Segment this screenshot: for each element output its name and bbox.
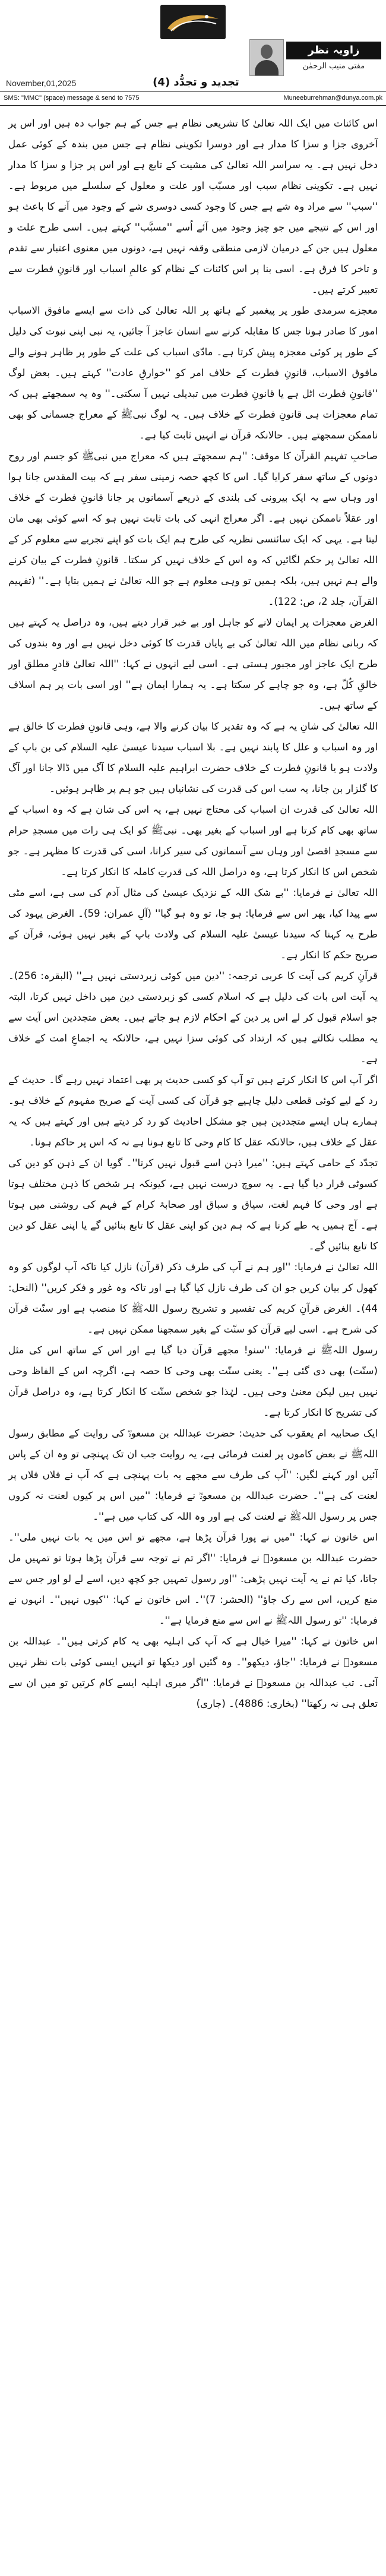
paragraph: ایک صحابیہ ام یعقوب کی حدیث: حضرت عبداللہ بن مسعودؓ کی روایت کے مطابق رسول اللہﷺ نے بعض کاموں پر لعنت فرمائی ہے، یہ روایت جب ان تک پہنچی تو وہ ان کے پاس آئیں اور کہنے لگیں: ''آپ کی طرف سے مجھے یہ بات پہنچی ہے کہ آپ نے فلاں فلاں پر لعنت کی ہے''۔ حضرت عبداللہ بن مسعودؓ نے فرمایا: ''میں اس پر کیوں لعنت نہ کروں جس پر رسول اللہﷺ نے لعنت کی ہے اور وہ اللہ کی کتاب میں ہے''۔ bbox=[8, 1428, 378, 1522]
paragraph: اللہ تعالیٰ کی قدرت ان اسباب کی محتاج نہیں ہے، یہ اس کی شان ہے کہ وہ اسباب کے ساتھ بھی کام کرتا ہے اور اسباب کے بغیر بھی۔ نبیﷺ کو ایک ہی رات میں مسجدِ حرام سے مسجدِ اقصیٰ اور وہاں سے آسمانوں کی سیر کرانا، اسی کی قدرت کا مظہر ہے۔ جو شخص اس کا انکار کرتا ہے، وہ دراصل اللہ کی قدرتِ کاملہ کا انکار کرتا ہے۔ bbox=[8, 804, 378, 877]
paragraph: صاحبِ تفہیم القرآن کا موقف: ''ہم سمجھتے ہیں کہ معراج میں نبیﷺ کو جسم اور روح دونوں کے ساتھ سفر کرایا گیا۔ اس کا کچھ حصہ زمینی سفر ہے کہ بیت المقدس جانا ہوا اور وہاں سے یہ ایک بیرونی کی بلندی کے ذریعے آسمانوں پر جانا قانونِ فطرت کے خلاف اور عقلاً ناممکن نہیں ہے۔ اگر معراج انہی کی بات ثابت نہیں ہو کہ اسے کوئی بھی مان لیتا ہے۔ یہی کہ ایک سائنسی نظریہ کی طرح ہم ایک بات کو اپنے تجربے سے معلوم کر کے اللہ تعالیٰ پر حکم لگائیں کہ وہ اس کے خلاف نہیں کر سکتا۔ قانونِ فطرت کے بیان کرنے والے ہم نہیں ہیں، بلکہ ہمیں تو وہی معلوم ہے جو اللہ تعالیٰ نے ہمیں بتایا ہے۔'' (تفہیم القرآن، جلد 2، ص: 122)۔ bbox=[8, 450, 378, 607]
paragraph: اس خاتون نے کہا: ''میرا خیال ہے کہ آپ کی اہلیہ بھی یہ کام کرتی ہیں''۔ عبداللہ بن مسعودؓ نے فرمایا: ''جاؤ، دیکھو''۔ وہ گئیں اور دیکھا تو انہیں ایسی کوئی بات نظر نہیں آئی۔ تب عبداللہ بن مسعودؓ نے فرمایا: ''اگر میری اہلیہ ایسے کام کرتیں تو میں ان سے تعلق ہی نہ رکھتا'' (بخاری: 4886)۔ (جاری) bbox=[8, 1636, 378, 1709]
article-headline: تجدید و تجدُّد (4) bbox=[153, 76, 239, 89]
author-name: مفتی منیب الرحمٰن bbox=[302, 62, 365, 71]
column-tag: زاویہ نظر bbox=[286, 42, 381, 59]
paragraph: اس کائنات میں ایک اللہ تعالیٰ کا تشریعی نظام ہے جس کے ہم جواب دہ ہیں اور اس پر آخروی جزا و سزا کا مدار ہے اور دوسرا تکوینی نظام ہے جس میں بندہ کے کوئی عمل دخل نہیں ہے۔ یہ سراسر اللہ تعالیٰ کی مشیت کے تابع ہے اور اس پر جزا و سزا کا مدار نہیں ہے۔ تکوینی نظام سبب اور مسبّب اور علت و معلول کے سلسلے میں مربوط ہے۔ ''سبب'' سے مراد وہ شے ہے جس کا وجود کسی دوسری شے کے وجود میں آنے کا باعث ہو اور اس کے نتیجے میں جو چیز وجود میں آئے اُسے ''مسبَّب'' کہتے ہیں۔ اسی طرح علت و معلول ہیں جن کے درمیان لازمی منطقی وقفہ نہیں ہے، دونوں میں معنوی اعتبار سے تقدم و تاخر کا فرق ہے۔ اسی بنا پر اس کائنات کے نظام کو عالمِ اسباب اور قانونِ فطرت سے تعبیر کرتے ہیں۔ bbox=[8, 118, 378, 295]
paragraph: اللہ تعالیٰ کی شانِ یہ ہے کہ وہ تقدیر کا بیان کرنے والا ہے، وہی قانونِ فطرت کا خالق ہے اور وہ اسباب و علل کا پابند نہیں ہے۔ بلا اسباب سیدنا عیسیٰ علیہ السلام کی بن باپ کے ولادت ہو یا قانونِ فطرت کے خلاف حضرت ابراہیم علیہ السلام کا آگ میں ڈالا جانا اور آگ کا گلزار بن جانا، یہ سب اس کی قدرت کی نشانیاں ہیں جو ہم پر ظاہر ہوئیں۔ bbox=[8, 721, 378, 794]
publish-date: November,01,2025 bbox=[6, 78, 77, 88]
paragraph: الغرض معجزات پر ایمان لانے کو جاہل اور بے خبر قرار دیتے ہیں، وہ دراصل یہ کہتے ہیں کہ ربانی نظام میں اللہ تعالیٰ کی بے پایاں قدرت کا کوئی دخل نہیں ہے اور وہ بندوں کی طرح ایک عاجز اور مجبور ہستی ہے۔ اسی لیے انہوں نے کہا: ''اللہ تعالیٰ قادرِ مطلق اور خالقِ کُلّ ہے، وہ جو چاہے کر سکتا ہے۔ یہ ہمارا ایمان ہے'' اور اسی بات پر ہم اسلاف کے ساتھ ہیں۔ bbox=[8, 617, 378, 711]
paragraph: تجدّد کے حامی کہتے ہیں: ''میرا ذہن اسے قبول نہیں کرتا''۔ گویا ان کے ذہن کو دین کی کسوٹی قرار دیا گیا ہے۔ یہ سوچ درست نہیں ہے، کیونکہ ہر شخص کا ذہن مختلف ہوتا ہے اور وحی کا فہم لغت، سیاق و سباق اور صحابۂ کرام کے فہم کی روشنی میں ہوتا ہے۔ آج ہمیں یہ طے کرنا ہے کہ ہم دین کو اپنی عقل کا تابع بنائیں گے یا اپنی عقل کو دین کا تابع بنائیں گے۔ bbox=[8, 1157, 378, 1252]
paragraph: قرآنِ کریم کی آیت کا عربی ترجمہ: ''دین میں کوئی زبردستی نہیں ہے'' (البقرہ: 256)۔ یہ آیت اس بات کی دلیل ہے کہ اسلام کسی کو زبردستی دین میں داخل نہیں کرتا، البتہ جو اسلام قبول کر لے اس پر دین کے احکام لازم ہو جاتے ہیں۔ بعض متجددین اس آیت سے یہ مطلب نکالتے ہیں کہ ارتداد کی کوئی سزا نہیں ہے، حالانکہ یہ اجماعِ امت کے خلاف ہے۔ bbox=[8, 970, 378, 1065]
masthead bbox=[0, 0, 386, 42]
logo-swoosh-icon bbox=[165, 11, 221, 33]
newspaper-logo[interactable] bbox=[160, 5, 226, 39]
paragraph: اگر آپ اس کا انکار کرتے ہیں تو آپ کو کسی حدیث پر بھی اعتماد نہیں رہے گا۔ حدیث کے رد کے لیے کوئی قطعی دلیل چاہیے جو قرآن کی کسی آیت کے صریح مفہوم کے خلاف ہو۔ ہمارے ہاں ایسے متجددین ہیں جو مشکل احادیث کو رد کر دیتے ہیں اور کہتے ہیں کہ یہ عقل کے خلاف ہیں، حالانکہ عقل کا کام وحی کا تابع ہونا ہے نہ کہ اس پر حاکم ہونا۔ bbox=[8, 1074, 378, 1148]
sms-bar bbox=[0, 91, 386, 106]
author-photo bbox=[249, 39, 284, 76]
paragraph: اس خاتون نے کہا: ''میں نے پورا قرآن پڑھا ہے، مجھے تو اس میں یہ بات نہیں ملی''۔ حضرت عبداللہ بن مسعودؓ نے فرمایا: ''اگر تم نے توجہ سے قرآن پڑھا ہوتا تو تمہیں مل جاتا، کیا تم نے یہ آیت نہیں پڑھی: ''اور رسول تمہیں جو کچھ دیں، اسے لے لو اور جس سے منع کریں، اس سے رک جاؤ'' (الحشر: 7)''۔ اس خاتون نے کہا: ''کیوں نہیں''۔ انہوں نے فرمایا: ''تو رسول اللہﷺ نے اس سے منع فرمایا ہے''۔ bbox=[8, 1532, 378, 1626]
paragraph: معجزے سرمدی طور پر پیغمبر کے ہاتھ پر اللہ تعالیٰ کی ذات سے ایسے مافوق الاسباب امور کا صادر ہونا جس کا مقابلہ کرنے سے انسان عاجز آ جائیں، یہ نبی اپنی نبوت کی دلیل کے طور پر کوئی معجزہ پیش کرتا ہے۔ مادّی اسباب کی علت کے طور پر ظاہر ہونے والے مافوق الاسباب، قانونِ فطرت کے خلاف امر کو ''خوارقِ عادت'' کہتے ہیں۔ بعض لوگ ''قانونِ فطرت اٹل ہے یا قانونِ فطرت میں تبدیلی نہیں آ سکتی۔'' وہ یہ سمجھتے ہیں کہ تمام معجزات ہی قانونِ فطرت کے خلاف ہیں۔ یہ لوگ نبیﷺ کے معراج جسمانی کو بھی ناممکن سمجھتے ہیں۔ حالانکہ قرآن نے انہیں ثابت کیا ہے۔ bbox=[8, 305, 378, 441]
paragraph: رسول اللہﷺ نے فرمایا: ''سنو! مجھے قرآن دیا گیا ہے اور اس کے ساتھ اس کی مثل (سنّت) بھی دی گئی ہے''۔ یعنی سنّت بھی وحی کا حصہ ہے، اگرچہ اس کے الفاظ وحی نہیں ہیں لیکن معنیٰ وحی ہیں۔ لہٰذا جو شخص سنّت کا انکار کرتا ہے، وہ دراصل قرآن کی تشریح کا انکار کرتا ہے۔ bbox=[8, 1344, 378, 1418]
article-body bbox=[8, 113, 378, 1714]
author-email[interactable]: Muneeburrehman@dunya.com.pk bbox=[283, 94, 382, 102]
sms-instructions: SMS: "MMC" (space) message & send to 7575 bbox=[4, 94, 140, 102]
paragraph: اللہ تعالیٰ نے فرمایا: ''بے شک اللہ کے نزدیک عیسیٰ کی مثال آدم کی سی ہے، اسے مٹی سے پیدا کیا، پھر اس سے فرمایا: ہو جا، تو وہ ہو گیا'' (آلِ عمران: 59)۔ الغرض یہود کی طرح یہ کہنا کہ سیدنا عیسیٰ علیہ السلام کی ولادت باپ کے بغیر نہیں ہوئی، قرآن کے صریح حکم کا انکار ہے۔ bbox=[8, 887, 378, 961]
paragraph: اللہ تعالیٰ نے فرمایا: ''اور ہم نے آپ کی طرف ذکر (قرآن) نازل کیا تاکہ آپ لوگوں کو وہ کھول کر بیان کریں جو ان کی طرف نازل کیا گیا ہے اور تاکہ وہ غور و فکر کریں'' (النحل: 44)۔ الغرض قرآنِ کریم کی تفسیر و تشریح رسول اللہﷺ کا منصب ہے اور سنّت قرآن کی شرح ہے۔ اسی لیے قرآن کو سنّت کے بغیر سمجھنا ممکن نہیں ہے۔ bbox=[8, 1261, 378, 1335]
